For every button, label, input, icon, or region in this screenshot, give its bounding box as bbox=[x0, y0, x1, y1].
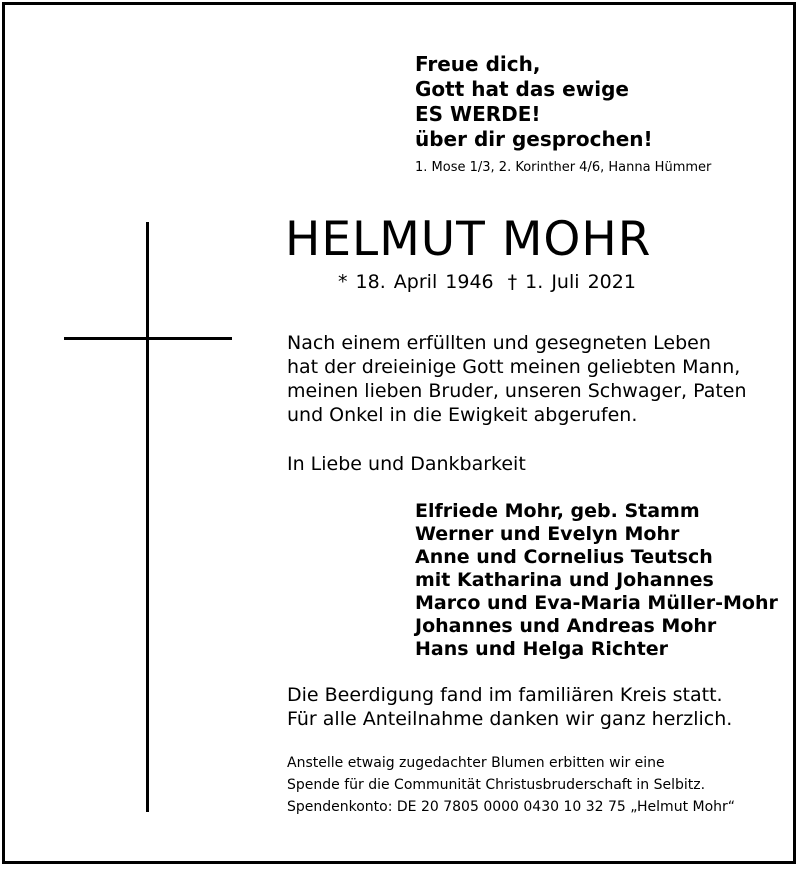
funeral-note bbox=[287, 683, 732, 731]
announcement-line: meinen lieben Bruder, unseren Schwager, Paten bbox=[287, 380, 747, 402]
cross-icon-vertical bbox=[146, 222, 149, 812]
family-member: Elfriede Mohr, geb. Stamm bbox=[415, 500, 700, 522]
announcement-line: hat der dreieinige Gott meinen geliebten Mann, bbox=[287, 356, 741, 378]
announcement-line: Nach einem erfüllten und gesegneten Leben bbox=[287, 332, 711, 354]
thanks-line: In Liebe und Dankbarkeit bbox=[287, 453, 526, 475]
funeral-line: Für alle Anteilnahme danken wir ganz herzlich. bbox=[287, 708, 733, 730]
family-list bbox=[415, 500, 778, 661]
verse-line: Freue dich, bbox=[415, 52, 541, 76]
verse-source: 1. Mose 1/3, 2. Korinther 4/6, Hanna Hümmer bbox=[415, 160, 712, 175]
family-member: Hans und Helga Richter bbox=[415, 638, 669, 660]
family-member: mit Katharina und Johannes bbox=[415, 569, 714, 591]
family-member: Marco und Eva-Maria Müller-Mohr bbox=[415, 592, 778, 614]
birth-date: * 18. April 1946 bbox=[338, 271, 494, 293]
donation-line: Anstelle etwaig zugedachter Blumen erbitten wir eine bbox=[287, 755, 665, 771]
life-dates bbox=[338, 271, 636, 293]
announcement-line: und Onkel in die Ewigkeit abgerufen. bbox=[287, 404, 638, 426]
bible-verse bbox=[415, 52, 653, 152]
announcement-text bbox=[287, 331, 747, 427]
donation-note bbox=[287, 752, 735, 818]
verse-line: ES WERDE! bbox=[415, 102, 541, 126]
cross-icon-horizontal bbox=[64, 337, 232, 340]
donation-line: Spende für die Communität Christusbruderschaft in Selbitz. bbox=[287, 777, 706, 793]
donation-line: Spendenkonto: DE 20 7805 0000 0430 10 32 75 „Helmut Mohr“ bbox=[287, 799, 736, 815]
deceased-name: HELMUT MOHR bbox=[285, 212, 652, 267]
death-date: † 1. Juli 2021 bbox=[507, 271, 636, 293]
family-member: Werner und Evelyn Mohr bbox=[415, 523, 680, 545]
verse-line: über dir gesprochen! bbox=[415, 127, 653, 151]
funeral-line: Die Beerdigung fand im familiären Kreis statt. bbox=[287, 684, 723, 706]
notice-border bbox=[2, 2, 796, 864]
family-member: Anne und Cornelius Teutsch bbox=[415, 546, 713, 568]
verse-line: Gott hat das ewige bbox=[415, 77, 629, 101]
family-member: Johannes und Andreas Mohr bbox=[415, 615, 717, 637]
